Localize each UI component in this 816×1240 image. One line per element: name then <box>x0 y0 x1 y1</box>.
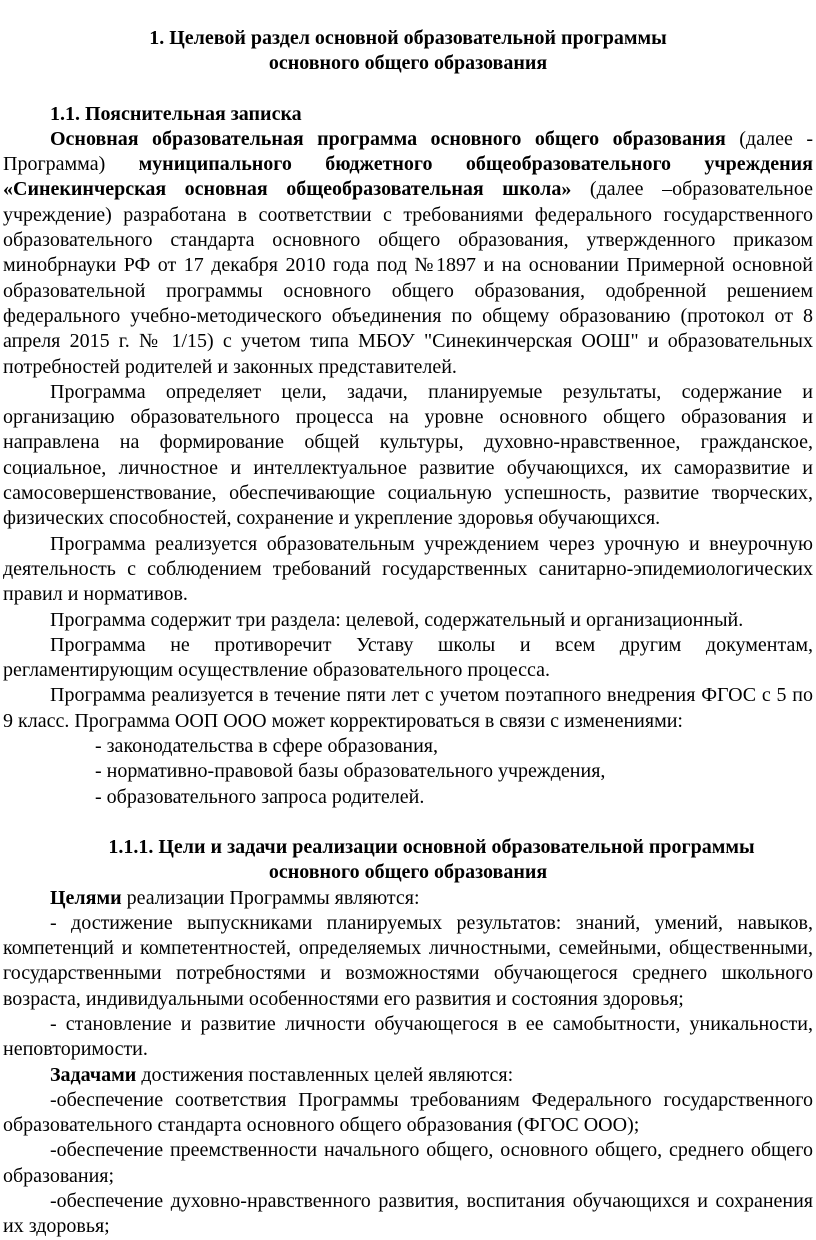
document-title <box>3 26 813 77</box>
paragraph-intro <box>3 127 813 380</box>
task-item: -обеспечение преемственности начального общего, основного общего, среднего общего образования; <box>3 1139 813 1187</box>
tasks-intro <box>3 1063 813 1088</box>
paragraph-program-defines: Программа определяет цели, задачи, планируемые результаты, содержание и организацию образовательного процесса на уровне основного общего образования и направлена на формирование общей культуры, духовно-нравственное, гражданское, социальное, личностное и интеллектуальное развитие обучающихся, их саморазвитие и самосовершенствование, обеспечивающие социальную успешность, развитие творческих, физических способностей, сохранение и укрепление здоровья обучающихся. <box>3 380 813 530</box>
tasks-bold: Задачами <box>50 1063 137 1086</box>
paragraph-program-implemented: Программа реализуется образовательным учреждением через урочную и внеурочную деятельность с соблюдением требований государственных санитарно-эпидемиологических правил и нормативов. <box>3 532 813 606</box>
goal-item: - становление и развитие личности обучающегося в ее самобытности, уникальности, неповторимости. <box>3 1012 813 1061</box>
school-name-bold: муниципального бюджетного общеобразовательного учреждения «Синекинчерская основная общеобразовательная школа» <box>3 153 813 201</box>
goals-intro-text: реализации Программы являются: <box>121 886 420 909</box>
spacer <box>3 810 813 835</box>
changes-list <box>95 734 813 810</box>
task-item: -обеспечение соответствия Программы требованиям Федерального государственного образовательного стандарта основного общего образования (ФГОС ООО); <box>3 1088 813 1137</box>
goals-intro <box>3 886 813 911</box>
task-item: -обеспечение духовно-нравственного развития, воспитания обучающихся и сохранения их здоровья; <box>3 1190 813 1238</box>
list-item: - образовательного запроса родителей. <box>95 785 425 808</box>
tasks-intro-text: достижения поставленных целей являются: <box>136 1063 514 1086</box>
title-line-2: основного общего образования <box>268 52 548 75</box>
goals-bold: Целями <box>50 886 122 909</box>
paragraph-intro-text-1: (далее - Программа) <box>3 127 813 176</box>
spacer <box>3 77 813 102</box>
program-name-bold: Основная образовательная программа основного общего образования <box>50 127 726 150</box>
section-heading-1-1-1-line-2: основного общего образования <box>268 861 548 884</box>
paragraph-intro-text-2: (далее –образовательное учреждение) разработана в соответствии с требованиями федерального государственного образовательного стандарта основного общего образования, утвержденного приказом минобрнауки РФ от 17 декабря 2010 года под №1897 и на основании Примерной основной образовательной программы основного общего образования, одобренной решением федерального учебно-методического объединения по общему образованию (протокол от 8 апреля 2015 г. № 1/15) с учетом типа МБОУ "Синекинчерская ООШ" и образовательных потребностей родителей и законных представителей. <box>3 178 813 378</box>
paragraph-program-timeline: Программа реализуется в течение пяти лет с учетом поэтапного внедрения ФГОС с 5 по 9 класс. Программа ООП ООО может корректироваться в связи с изменениями: <box>3 684 813 732</box>
paragraph-program-charter: Программа не противоречит Уставу школы и всем другим документам, регламентирующим осуществление образовательного процесса. <box>3 633 813 682</box>
list-item: - законодательства в сфере образования, <box>95 735 438 758</box>
list-item: - нормативно-правовой базы образовательного учреждения, <box>95 760 606 783</box>
goal-item: - достижение выпускниками планируемых результатов: знаний, умений, навыков, компетенций и компетентностей, определяемых личностными, семейными, общественными, государственными потребностями и возможностями обучающегося среднего школьного возраста, индивидуальными особенностями его развития и состояния здоровья; <box>3 911 813 1010</box>
section-heading-1-1-1: 1.1.1. Цели и задачи реализации основной образовательной программы <box>108 835 755 858</box>
section-heading-1-1: 1.1. Пояснительная записка <box>50 102 302 125</box>
title-line-1: 1. Целевой раздел основной образовательной программы <box>149 27 667 49</box>
paragraph-program-sections: Программа содержит три раздела: целевой, содержательный и организационный. <box>50 608 744 631</box>
